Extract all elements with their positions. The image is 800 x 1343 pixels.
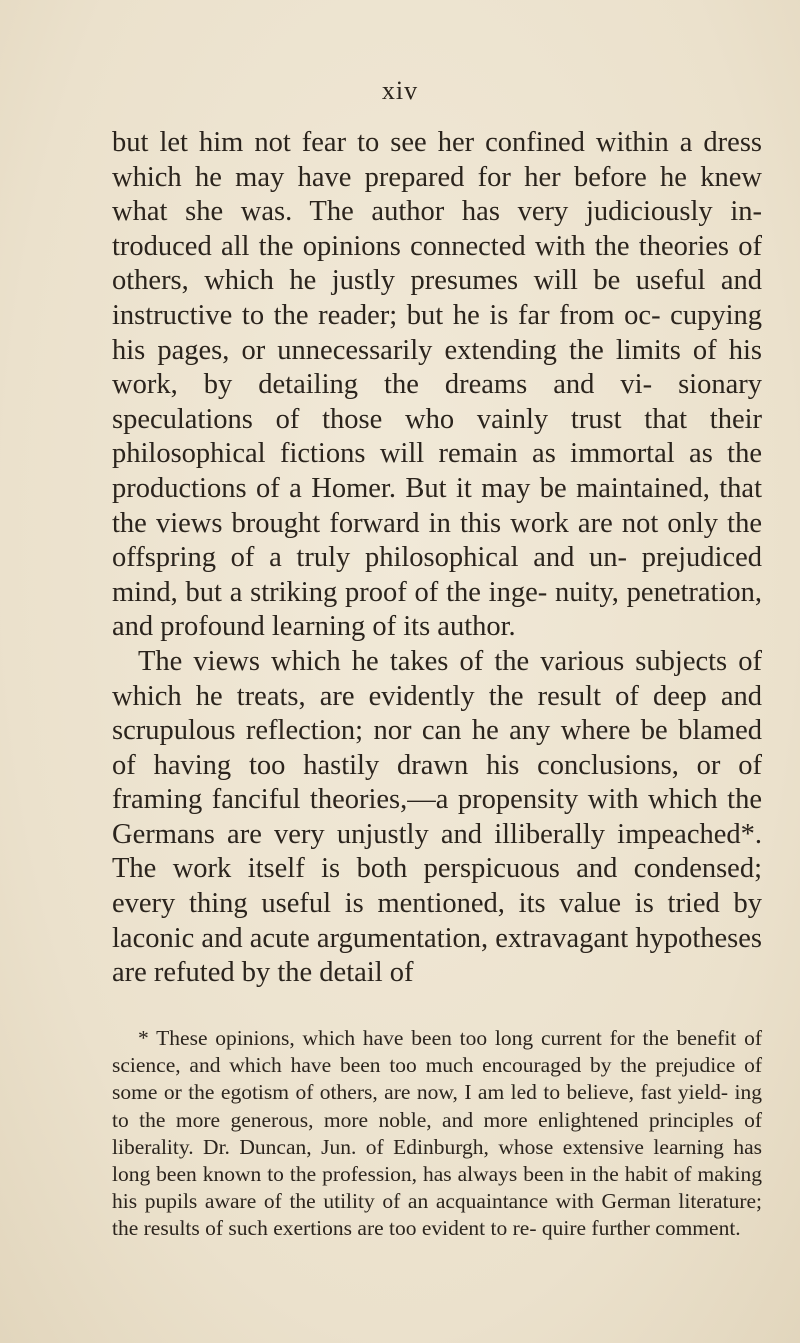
page-number: xiv (381, 76, 419, 105)
footnote-text: * These opinions, which have been too long current for the benefit of science, and which have been too much encouraged by the prejudice of some or the egotism of others, are now, I am led to believe, fast yield- ing to the more generous, more noble, and more enlightened principles of liberality. Dr. Duncan, Jun. of Edinburgh, whose extensive learning has long been known to the profession, has always been in the habit of making his pupils aware of the utility of an acquaintance with German literature; the results of such exertions are too evident to re- quire further comment. (112, 1026, 762, 1241)
main-text (112, 126, 762, 991)
footnote (112, 1025, 762, 1243)
paragraph: The views which he takes of the various subjects of which he treats, are evidently the result of deep and scrupulous reflection; nor can he any where be blamed of having too hastily drawn his conclusions, or of framing fanciful theories,—a propensity with which the Germans are very unjustly and illiberally impeached*. The work itself is both perspicuous and condensed; every thing useful is mentioned, its value is tried by laconic and acute argumentation, extravagant hypotheses are refuted by the detail of (112, 645, 762, 989)
paragraph: but let him not fear to see her confined within a dress which he may have prepared for her before he knew what she was. The author has very judiciously in- troduced all the opinions connected with the theories of others, which he justly presumes will be useful and instructive to the reader; but he is far from oc- cupying his pages, or unnecessarily extending the limits of his work, by detailing the dreams and vi- sionary speculations of those who vainly trust that their philosophical fictions will remain as immortal as the productions of a Homer. But it may be maintained, that the views brought forward in this work are not only the offspring of a truly philosophical and un- prejudiced mind, but a striking proof of the inge- nuity, penetration, and profound learning of its author. (112, 127, 762, 643)
